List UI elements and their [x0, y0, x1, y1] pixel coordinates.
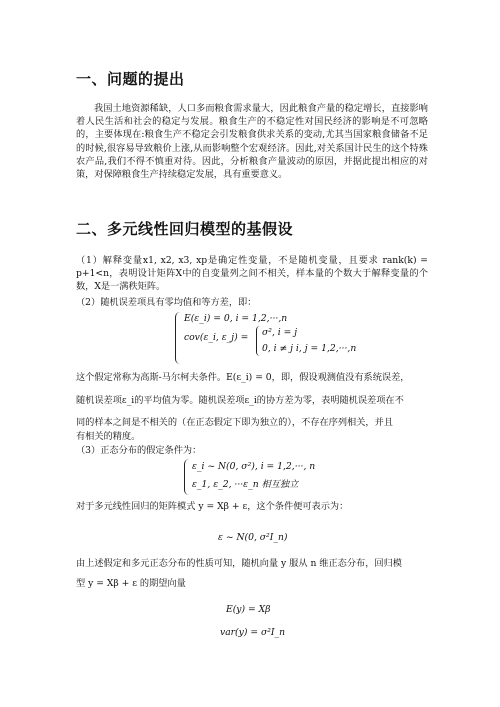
equation-2-line-2a: cov(ε_i, ε_j) = — [184, 332, 249, 343]
gauss-markov-line-3: 同的样本之间是不相关的（在正态假定下即为独立的），不存在序列相关，并且 — [76, 417, 393, 428]
conclusion-line-1: 由上述假定和多元正态分布的性质可知，随机向量 y 服从 n 维正态分布，回归模 — [76, 558, 402, 569]
equation-variance: var(y) = σ²I_n — [220, 627, 286, 638]
equation-3-brace — [184, 459, 189, 495]
matrix-intro: 对于多元线性回归的矩阵模式 y = Xβ + ε，这个条件便可表示为： — [76, 501, 349, 512]
gauss-markov-line-2: 随机误差项ε_i的平均值为零。随机误差项ε_i的协方差为零，表明随机误差项在不 — [76, 395, 404, 406]
conclusion-line-2: 型 y = Xβ + ε 的期望向量 — [76, 578, 186, 589]
equation-3-line-2: ε_1, ε_2, ···ε_n 相互独立 — [192, 479, 299, 490]
assumption-1-text: （1）解释变量x1, x2, x3, xp是确定性变量，不是随机变量，且要求 rank(k) = p+1<n，表明设计矩阵X中的自变量列之间不相关，样本量的个数大于解释变量的个数，X是一满秩矩阵。 — [76, 255, 428, 293]
equation-2-brace — [175, 312, 180, 364]
section-2-heading: 二、多元线性回归模型的基假设 — [76, 220, 294, 238]
gauss-markov-line-1: 这个假定常称为高斯-马尔柯夫条件。E(ε_i) = 0，即，假设观测值没有系统误差， — [76, 372, 410, 383]
equation-expectation: E(y) = Xβ — [226, 604, 271, 615]
section-1-paragraph — [76, 102, 428, 181]
gauss-markov-line-4: 有相关的精度。 — [76, 431, 141, 442]
equation-matrix: ε ~ N(0, σ²I_n) — [218, 532, 288, 543]
section-1-heading: 一、问题的提出 — [76, 70, 185, 88]
equation-3-line-1: ε_i ~ N(0, σ²), i = 1,2,···, n — [192, 461, 316, 472]
equation-2-line-1: E(ε_i) = 0, i = 1,2,···,n — [184, 313, 288, 324]
equation-2-line-3: 0, i ≠ j i, j = 1,2,···,n — [262, 343, 357, 354]
equation-2-inner-brace — [256, 326, 260, 356]
equation-2-line-2b: σ², i = j — [262, 327, 298, 338]
assumption-2-title: （2）随机误差项具有零均值和等方差，即： — [76, 297, 257, 308]
assumption-1 — [76, 254, 428, 294]
section-1-paragraph-text: 我国土地资源稀缺，人口多而粮食需求量大，因此粮食产量的稳定增长，直接影响着人民生活和社会的稳定与发展。粮食生产的不稳定性对国民经济的影响是不可忽略的，主要体现在:粮食生产不稳定会引发粮食供求关系的变动,尤其当国家粮食储备不足的时候,很容易导致粮价上涨,从而影响整个宏观经济。因此,对关系国计民生的这个特殊农产品,我们不得不慎重对待。因此，分析粮食产量波动的原因，并据此提出相应的对策，对保障粮食生产持续稳定发展，具有重要意义。 — [76, 103, 428, 181]
assumption-3-title: （3）正态分布的假定条件为： — [76, 445, 202, 456]
